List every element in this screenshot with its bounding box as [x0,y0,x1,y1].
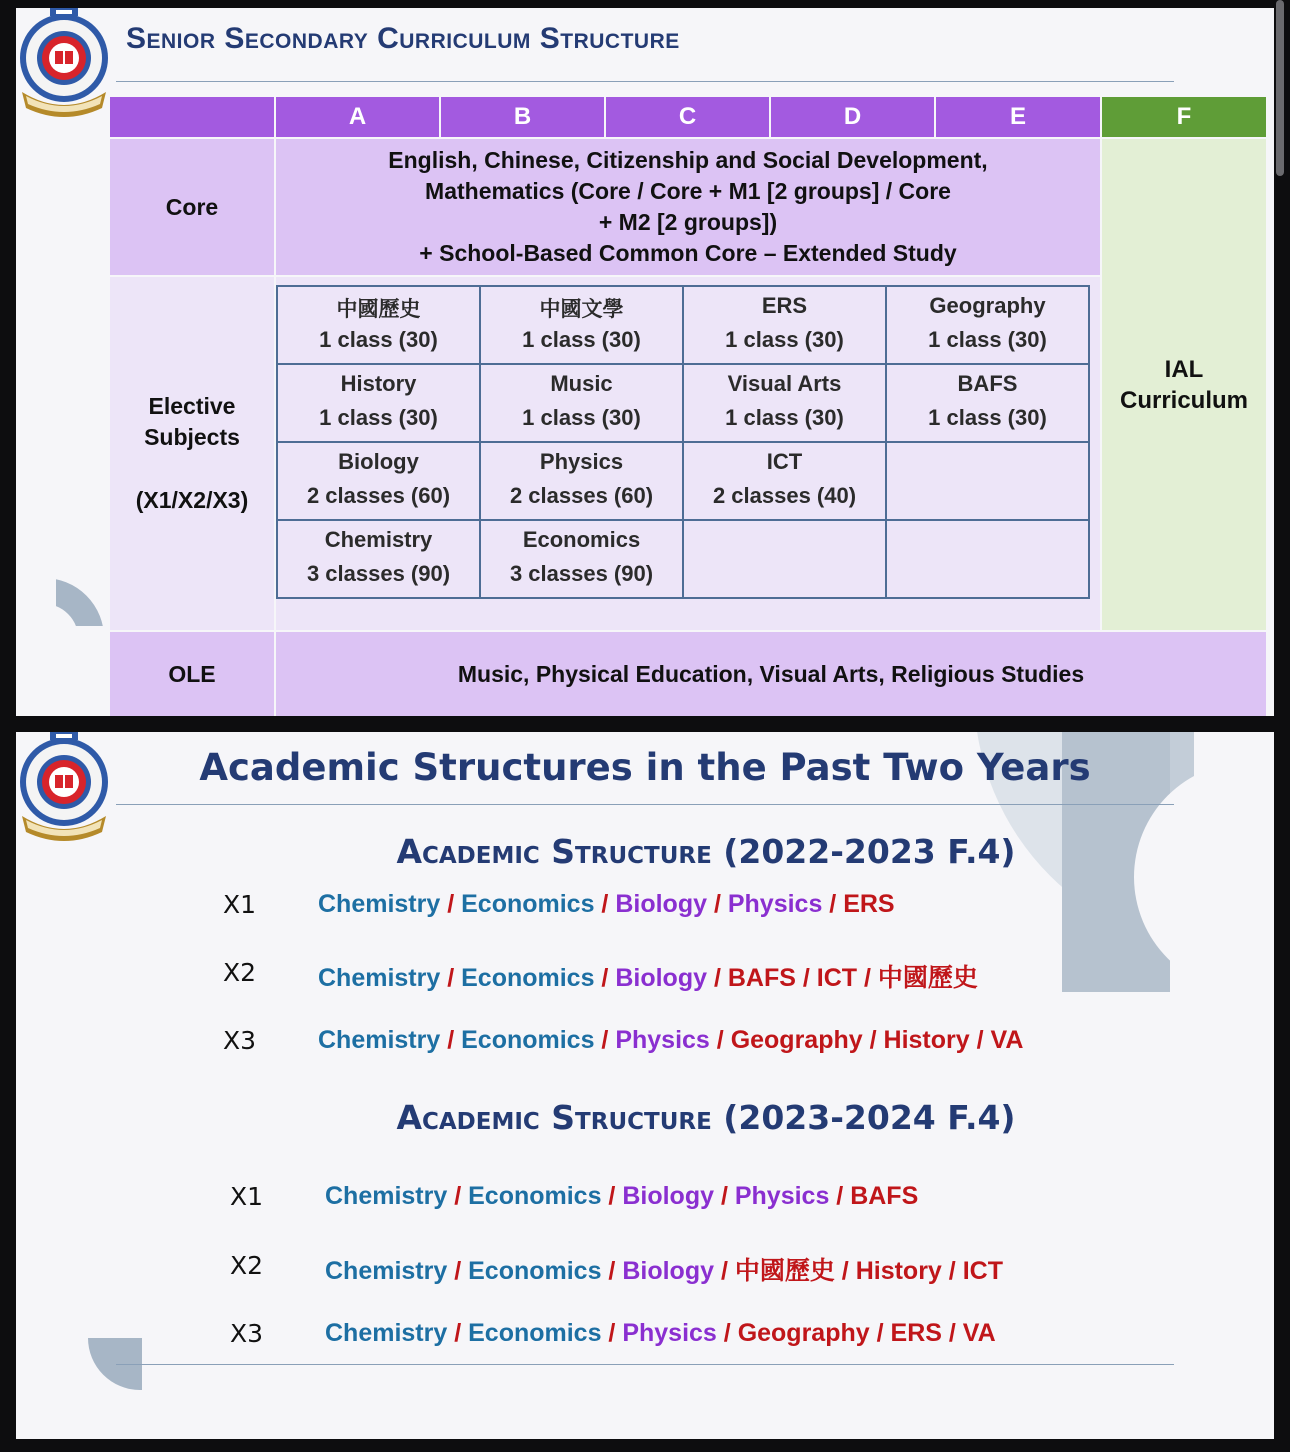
subject-name: Chemistry [324,527,433,552]
separator: / [829,1182,851,1210]
separator: / [601,1257,623,1285]
subject-option: Biology [622,1257,714,1285]
class-count: 3 classes (90) [509,561,654,586]
subject-option: History [883,1026,970,1054]
core-line: English, Chinese, Citizenship and Social Development, [388,147,988,173]
column-header-e: E [936,97,1102,137]
elective-cell [480,364,683,442]
ole-label: OLE [110,632,274,716]
separator: / [822,890,844,918]
decorative-arc [16,578,104,698]
table-row [277,286,1089,364]
subject-list [325,1182,918,1211]
elective-cell [277,364,480,442]
class-count: 1 class (30) [522,405,641,430]
separator: / [707,890,728,918]
subject-list [325,1319,996,1348]
class-count: 1 class (30) [319,405,438,430]
elective-label-line: (X1/X2/X3) [135,487,249,513]
class-count: 1 class (30) [725,405,844,430]
subject-option: Economics [468,1182,602,1210]
subject-option: ERS [890,1319,942,1347]
subject-name: Physics [539,449,624,474]
subject-option: Chemistry [325,1257,448,1285]
separator: / [601,1182,623,1210]
slide-curriculum-structure [16,8,1274,716]
separator: / [709,1026,731,1054]
elective-cell [683,442,886,520]
subject-option: Geography [737,1319,870,1347]
subject-name: 中國歷史 [336,297,421,321]
section-title-2022: Academic Structure (2022-2023 F.4) [396,832,1016,871]
separator: / [969,1026,991,1054]
separator: / [440,964,462,992]
subject-name: Music [550,371,613,396]
separator: / [447,1257,469,1285]
subject-name: ICT [766,449,803,474]
separator: / [447,1182,469,1210]
subject-option: VA [962,1319,996,1347]
subject-option: Economics [468,1319,602,1347]
header-corner [110,97,276,137]
subject-option: Chemistry [325,1319,448,1347]
ial-line: IAL [1164,355,1204,383]
column-header-b: B [441,97,606,137]
subject-list [318,1026,1023,1055]
separator: / [941,1257,963,1285]
subject-option: 中國歷史 [877,963,978,992]
separator: / [834,1257,856,1285]
page-title: Academic Structures in the Past Two Years [199,746,1091,789]
subject-option: VA [990,1026,1024,1054]
subject-name: 中國文學 [539,297,624,321]
ial-curriculum [1102,139,1266,630]
separator: / [594,964,616,992]
row-label: X3 [230,1319,264,1348]
subject-option: Biology [622,1182,714,1210]
separator: / [716,1319,738,1347]
elective-cell [480,442,683,520]
elective-cell [277,442,480,520]
row-label: X2 [223,958,257,987]
core-label: Core [110,139,274,275]
elective-label-line: Elective [148,393,236,419]
core-subjects [276,139,1100,275]
elective-label [110,277,274,630]
subject-option: Physics [727,890,823,918]
table-row [277,520,1089,598]
table-row [277,364,1089,442]
separator: / [440,890,462,918]
subject-name: History [340,371,417,396]
subject-option: Biology [615,964,707,992]
class-count: 1 class (30) [522,327,641,352]
column-header-d: D [771,97,936,137]
row-label: X1 [230,1182,264,1211]
subject-list [318,890,895,919]
elective-grid-area [276,277,1100,630]
elective-cell [886,286,1089,364]
subject-option: Chemistry [318,1026,441,1054]
column-header-f: F [1102,97,1266,137]
separator: / [941,1319,963,1347]
section-title-2023: Academic Structure (2023-2024 F.4) [396,1098,1016,1137]
elective-cell-empty [886,520,1089,598]
elective-cell [277,520,480,598]
window-scrollbar[interactable] [1276,0,1284,176]
subject-list [325,1251,1003,1287]
separator: / [594,890,616,918]
class-count: 1 class (30) [319,327,438,352]
subject-option: Chemistry [325,1182,448,1210]
title-divider [116,804,1174,805]
elective-cell [480,286,683,364]
subject-name: ERS [761,293,808,318]
separator: / [601,1319,623,1347]
separator: / [594,1026,616,1054]
subject-option: BAFS [850,1182,919,1210]
class-count: 1 class (30) [725,327,844,352]
separator: / [714,1182,735,1210]
subject-name: BAFS [957,371,1018,396]
subject-option: Physics [734,1182,830,1210]
row-label: X2 [230,1251,264,1280]
class-count: 1 class (30) [928,405,1047,430]
subject-option: Physics [615,1026,710,1054]
class-count: 2 classes (60) [306,483,451,508]
core-line: Mathematics (Core / Core + M1 [2 groups] / Core [425,178,951,204]
elective-grid [276,285,1090,599]
class-count: 2 classes (40) [712,483,857,508]
separator: / [440,1026,462,1054]
separator: / [857,964,878,992]
subject-option: Economics [461,890,595,918]
elective-cell [277,286,480,364]
subject-option: Physics [622,1319,717,1347]
subject-option: ERS [843,890,895,918]
subject-option: ICT [816,964,858,992]
table-row [277,442,1089,520]
class-count: 3 classes (90) [306,561,451,586]
subject-name: Visual Arts [727,371,842,396]
row-label: X3 [223,1026,257,1055]
subject-option: Chemistry [318,964,441,992]
separator: / [714,1257,735,1285]
ial-line: Curriculum [1119,386,1248,414]
subject-name: Biology [338,449,419,474]
separator: / [795,964,817,992]
subject-option: BAFS [727,964,796,992]
elective-label-line: Subjects [144,424,240,450]
subject-option: Geography [730,1026,863,1054]
elective-cell [480,520,683,598]
separator: / [869,1319,891,1347]
page-title: Senior Secondary Curriculum Structure [126,22,680,55]
class-count: 1 class (30) [928,327,1047,352]
column-header-a: A [276,97,441,137]
subject-option: Chemistry [318,890,441,918]
elective-cell [683,286,886,364]
title-divider [116,81,1174,82]
elective-cell-empty [683,520,886,598]
column-header-c: C [606,97,771,137]
elective-cell [886,364,1089,442]
footer-divider [116,1364,1174,1365]
subject-name: Geography [929,293,1046,318]
core-line: + M2 [2 groups]) [598,209,778,235]
separator: / [707,964,728,992]
subject-option: Economics [461,1026,595,1054]
subject-option: Economics [468,1257,602,1285]
elective-cell [683,364,886,442]
subject-option: 中國歷史 [734,1256,835,1285]
slide-academic-structures [16,732,1274,1439]
ole-subjects: Music, Physical Education, Visual Arts, Religious Studies [276,632,1266,716]
separator: / [862,1026,884,1054]
separator: / [447,1319,469,1347]
core-line: + School-Based Common Core – Extended Study [419,240,957,266]
class-count: 2 classes (60) [509,483,654,508]
subject-name: Economics [522,527,641,552]
elective-cell-empty [886,442,1089,520]
row-label: X1 [223,890,257,919]
subject-option: Biology [615,890,707,918]
subject-list [318,958,978,994]
subject-option: History [855,1257,942,1285]
subject-option: Economics [461,964,595,992]
school-crest-icon [16,8,112,120]
subject-option: ICT [962,1257,1003,1285]
